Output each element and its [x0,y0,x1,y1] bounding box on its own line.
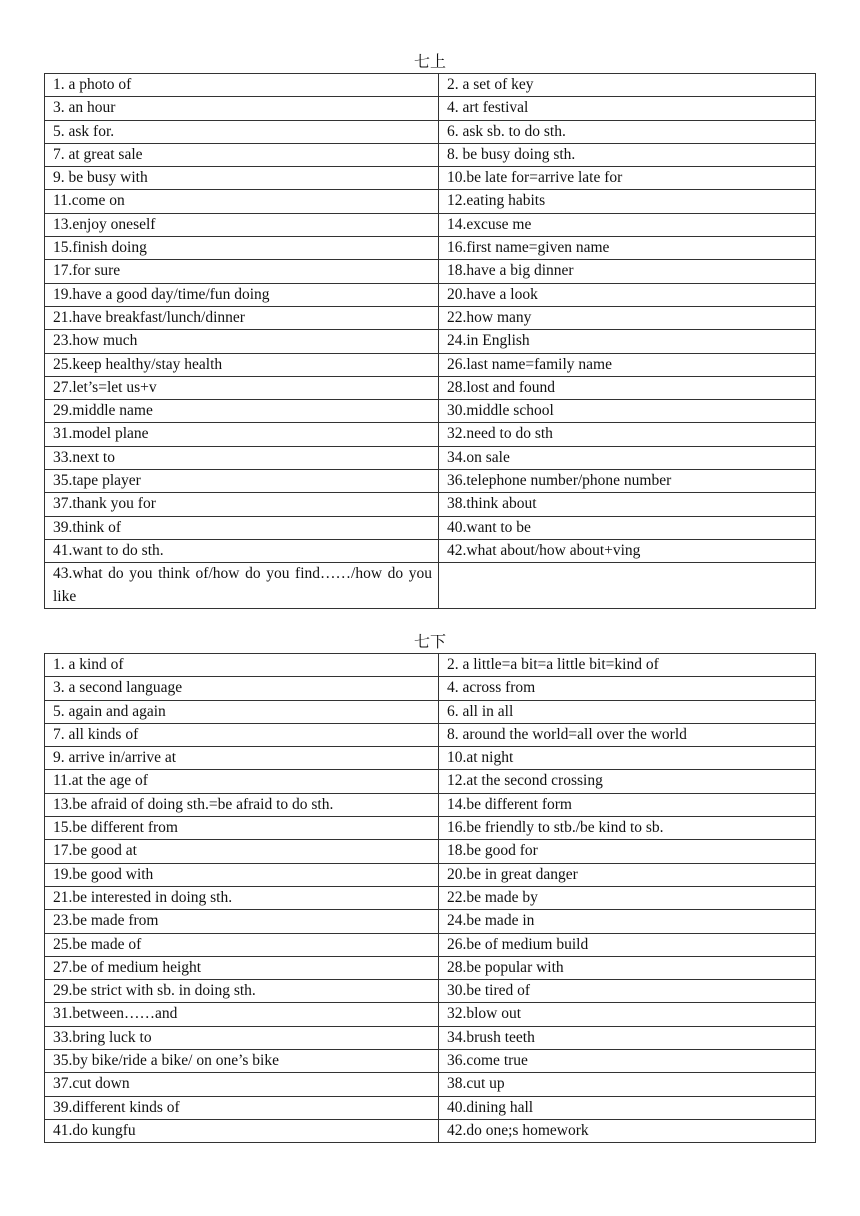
table-row [45,770,816,793]
phrase-cell-right: 26.be of medium build [439,933,816,956]
table-row [45,353,816,376]
phrase-cell-left: 35.by bike/ride a bike/ on one’s bike [45,1050,439,1073]
phrase-cell-right: 18.have a big dinner [439,260,816,283]
phrase-cell-right: 2. a little=a bit=a little bit=kind of [439,654,816,677]
table-row [45,563,816,609]
phrase-cell-right: 4. art festival [439,97,816,120]
phrase-cell-right: 34.on sale [439,446,816,469]
phrase-cell-right: 2. a set of key [439,74,816,97]
table-row [45,237,816,260]
phrase-cell-right: 26.last name=family name [439,353,816,376]
phrase-cell-left: 41.want to do sth. [45,539,439,562]
table-row [45,97,816,120]
phrase-cell-left: 33.next to [45,446,439,469]
phrase-cell-left: 13.enjoy oneself [45,213,439,236]
table-row [45,143,816,166]
table-row [45,1119,816,1142]
phrase-cell-right [439,563,816,609]
table-row [45,1026,816,1049]
phrase-cell-left: 29.middle name [45,400,439,423]
phrase-cell-left: 19.have a good day/time/fun doing [45,283,439,306]
phrase-cell-left: 37.cut down [45,1073,439,1096]
phrase-cell-left: 5. again and again [45,700,439,723]
table-row [45,1003,816,1026]
phrase-cell-right: 24.in English [439,330,816,353]
phrase-cell-left: 29.be strict with sb. in doing sth. [45,980,439,1003]
phrase-cell-right: 42.what about/how about+ving [439,539,816,562]
phrase-cell-right: 14.excuse me [439,213,816,236]
table-row [45,654,816,677]
phrase-cell-left: 17.for sure [45,260,439,283]
table-row [45,840,816,863]
table-row [45,213,816,236]
table-row [45,493,816,516]
phrase-cell-left: 1. a photo of [45,74,439,97]
phrase-cell-left: 25.keep healthy/stay health [45,353,439,376]
phrase-cell-right: 8. around the world=all over the world [439,723,816,746]
table-row [45,863,816,886]
phrase-cell-left: 19.be good with [45,863,439,886]
table-row [45,539,816,562]
phrase-cell-right: 24.be made in [439,910,816,933]
phrase-cell-left: 39.different kinds of [45,1096,439,1119]
phrase-cell-right: 34.brush teeth [439,1026,816,1049]
phrase-cell-right: 32.need to do sth [439,423,816,446]
phrase-cell-left: 27.be of medium height [45,956,439,979]
phrase-cell-left: 11.come on [45,190,439,213]
phrase-cell-left: 37.thank you for [45,493,439,516]
phrase-cell-right: 28.lost and found [439,376,816,399]
phrase-cell-left: 15.finish doing [45,237,439,260]
phrase-cell-right: 36.telephone number/phone number [439,470,816,493]
phrase-table [44,653,816,1143]
phrase-cell-left: 21.have breakfast/lunch/dinner [45,306,439,329]
phrase-cell-right: 4. across from [439,677,816,700]
phrase-cell-left: 27.let’s=let us+v [45,376,439,399]
phrase-cell-left: 13.be afraid of doing sth.=be afraid to do sth. [45,793,439,816]
phrase-cell-left: 41.do kungfu [45,1119,439,1142]
phrase-cell-right: 20.be in great danger [439,863,816,886]
table-row [45,980,816,1003]
table-row [45,376,816,399]
table-row [45,700,816,723]
phrase-cell-right: 20.have a look [439,283,816,306]
table-row [45,1050,816,1073]
phrase-cell-right: 30.be tired of [439,980,816,1003]
phrase-cell-right: 22.be made by [439,886,816,909]
phrase-cell-right: 6. ask sb. to do sth. [439,120,816,143]
phrase-table [44,73,816,609]
phrase-cell-left: 25.be made of [45,933,439,956]
phrase-cell-right: 38.think about [439,493,816,516]
phrase-cell-right: 18.be good for [439,840,816,863]
table-row [45,470,816,493]
phrase-cell-right: 10.be late for=arrive late for [439,167,816,190]
table-row [45,723,816,746]
phrase-cell-left: 23.be made from [45,910,439,933]
table-row [45,747,816,770]
phrase-cell-left: 23.how much [45,330,439,353]
phrase-cell-right: 30.middle school [439,400,816,423]
phrase-cell-left: 11.at the age of [45,770,439,793]
phrase-cell-right: 8. be busy doing sth. [439,143,816,166]
phrase-cell-right: 10.at night [439,747,816,770]
table-row [45,400,816,423]
phrase-cell-left: 35.tape player [45,470,439,493]
phrase-cell-right: 16.be friendly to stb./be kind to sb. [439,817,816,840]
phrase-cell-left: 43.what do you think of/how do you find……/how do you like [45,563,439,609]
section-title: 七上 [413,54,446,71]
table-row [45,677,816,700]
table-row [45,886,816,909]
table-row [45,1073,816,1096]
table-row [45,446,816,469]
phrase-cell-right: 40.dining hall [439,1096,816,1119]
table-row [45,330,816,353]
phrase-cell-right: 28.be popular with [439,956,816,979]
phrase-cell-left: 1. a kind of [45,654,439,677]
phrase-cell-left: 5. ask for. [45,120,439,143]
table-row [45,1096,816,1119]
phrase-cell-left: 21.be interested in doing sth. [45,886,439,909]
phrase-cell-left: 39.think of [45,516,439,539]
phrase-cell-left: 3. an hour [45,97,439,120]
table-row [45,933,816,956]
phrase-cell-right: 38.cut up [439,1073,816,1096]
table-row [45,260,816,283]
section-grade7-first-term [44,53,816,609]
phrase-cell-right: 42.do one;s homework [439,1119,816,1142]
phrase-cell-left: 7. at great sale [45,143,439,166]
table-row [45,120,816,143]
phrase-cell-left: 31.model plane [45,423,439,446]
table-row [45,283,816,306]
table-row [45,423,816,446]
section-title: 七下 [413,634,446,651]
table-row [45,910,816,933]
phrase-cell-right: 16.first name=given name [439,237,816,260]
table-row [45,190,816,213]
phrase-cell-right: 14.be different form [439,793,816,816]
phrase-cell-right: 36.come true [439,1050,816,1073]
phrase-cell-right: 12.eating habits [439,190,816,213]
phrase-cell-left: 33.bring luck to [45,1026,439,1049]
table-row [45,167,816,190]
phrase-cell-right: 32.blow out [439,1003,816,1026]
phrase-cell-left: 9. be busy with [45,167,439,190]
phrase-cell-right: 12.at the second crossing [439,770,816,793]
table-row [45,74,816,97]
phrase-cell-left: 31.between……and [45,1003,439,1026]
phrase-cell-right: 22.how many [439,306,816,329]
phrase-cell-left: 3. a second language [45,677,439,700]
phrase-cell-right: 40.want to be [439,516,816,539]
table-row [45,516,816,539]
table-row [45,817,816,840]
phrase-cell-left: 15.be different from [45,817,439,840]
phrase-cell-right: 6. all in all [439,700,816,723]
section-grade7-second-term [44,633,816,1143]
table-row [45,956,816,979]
phrase-cell-left: 7. all kinds of [45,723,439,746]
phrase-cell-left: 9. arrive in/arrive at [45,747,439,770]
table-row [45,793,816,816]
phrase-cell-left: 17.be good at [45,840,439,863]
table-row [45,306,816,329]
